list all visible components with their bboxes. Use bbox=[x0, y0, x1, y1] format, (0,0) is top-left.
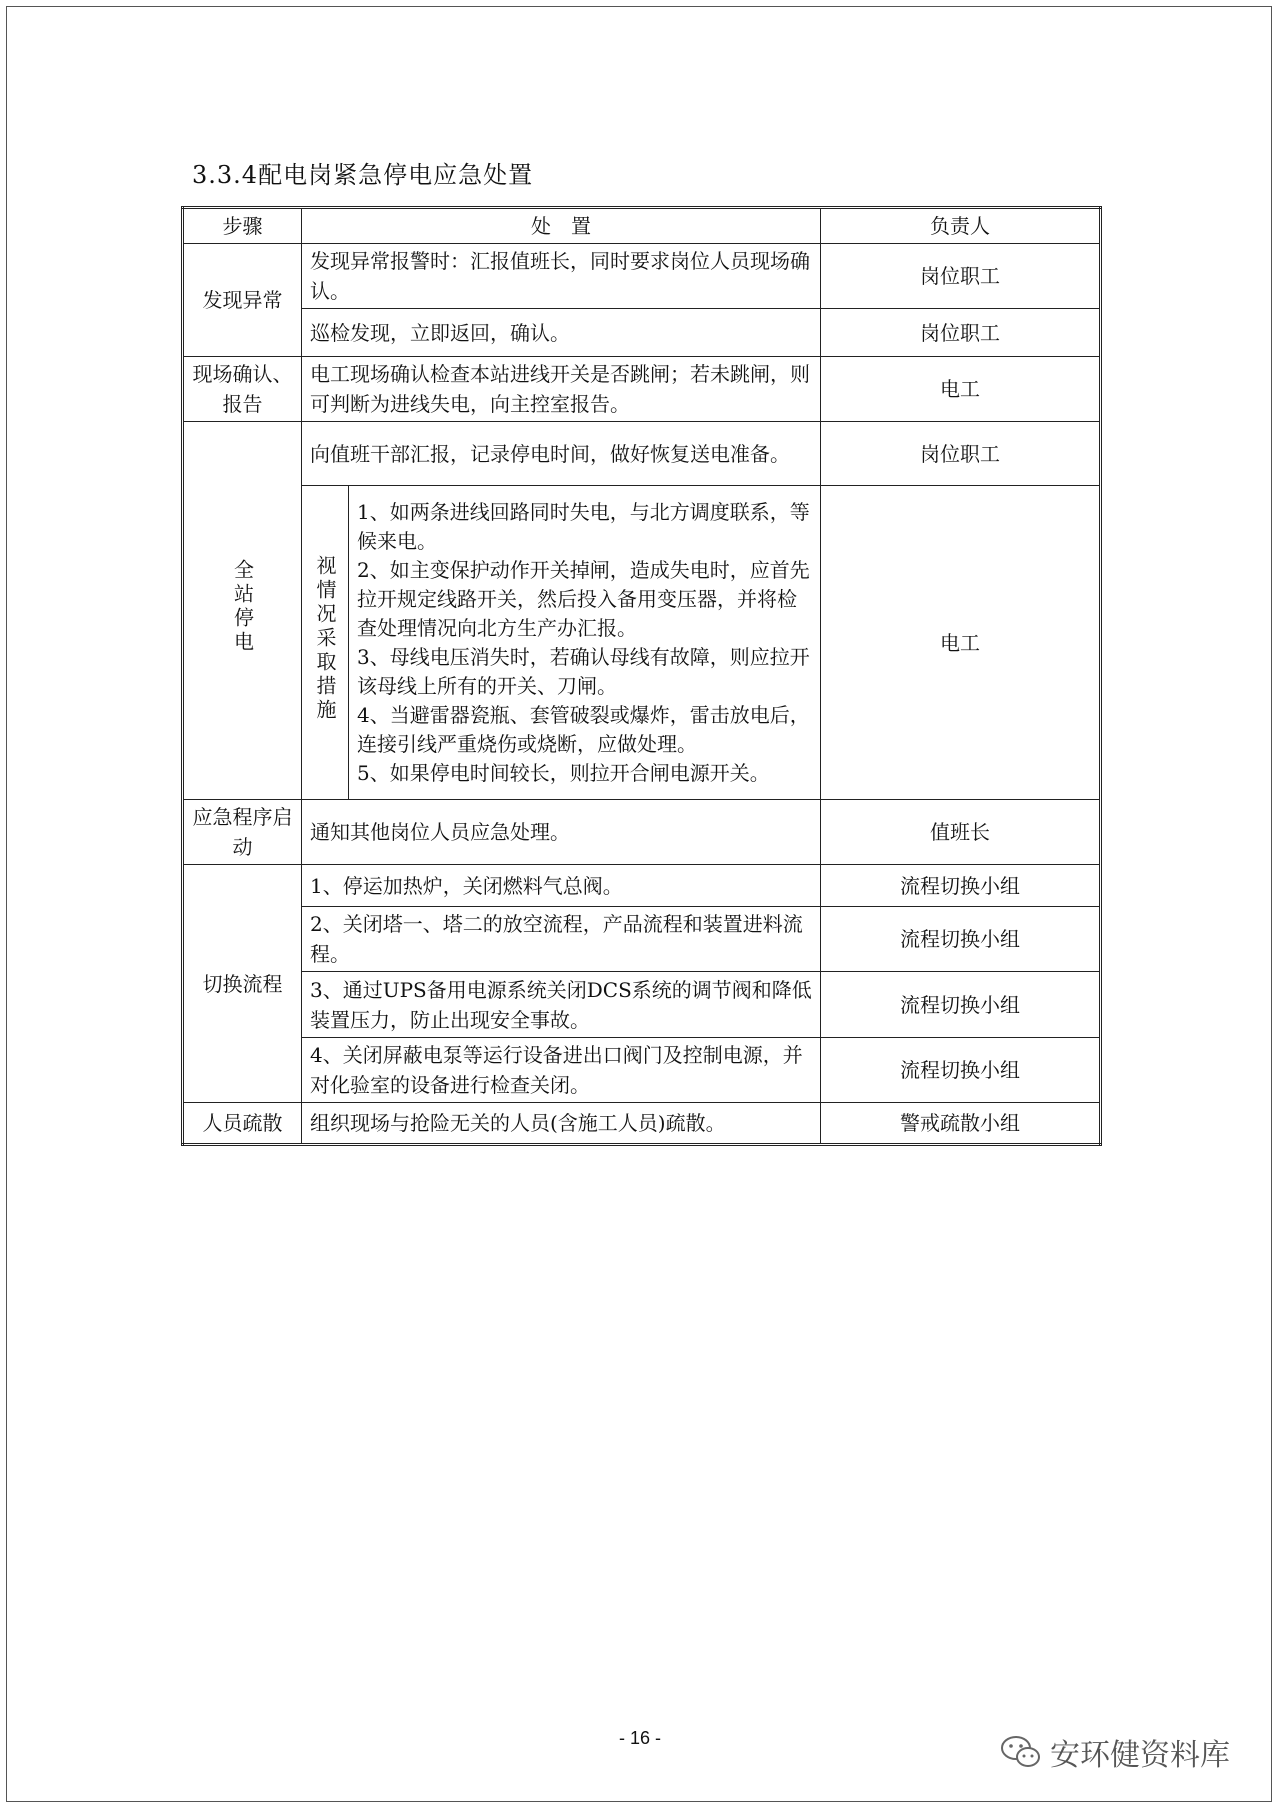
table-row bbox=[183, 357, 1101, 422]
step-cell: 切换流程 bbox=[183, 865, 302, 1103]
wechat-icon bbox=[1000, 1734, 1042, 1770]
action-cell: 4、关闭屏蔽电泵等运行设备进出口阀门及控制电源，并对化验室的设备进行检查关闭。 bbox=[302, 1038, 821, 1103]
owner-cell: 值班长 bbox=[821, 800, 1101, 865]
action-cell: 发现异常报警时：汇报值班长，同时要求岗位人员现场确认。 bbox=[302, 244, 821, 309]
table-row bbox=[183, 972, 1101, 1038]
sub-label-cell: 视情况采取措施 bbox=[302, 486, 349, 800]
list-item: 5、如果停电时间较长，则拉开合闸电源开关。 bbox=[357, 760, 770, 785]
table-row bbox=[183, 865, 1101, 907]
action-cell: 电工现场确认检查本站进线开关是否跳闸；若未跳闸，则可判断为进线失电，向主控室报告。 bbox=[302, 357, 821, 422]
page-number: - 16 - bbox=[618, 1728, 661, 1748]
table-header-row bbox=[183, 208, 1101, 244]
procedure-table bbox=[181, 206, 1102, 1146]
table-row bbox=[183, 1103, 1101, 1145]
step-cell: 现场确认、报告 bbox=[183, 357, 302, 422]
owner-cell: 岗位职工 bbox=[821, 244, 1101, 309]
action-cell: 通知其他岗位人员应急处理。 bbox=[302, 800, 821, 865]
table-row bbox=[183, 309, 1101, 357]
action-cell: 3、通过UPS备用电源系统关闭DCS系统的调节阀和降低装置压力，防止出现安全事故。 bbox=[302, 972, 821, 1038]
action-cell: 2、关闭塔一、塔二的放空流程，产品流程和装置进料流程。 bbox=[302, 907, 821, 972]
action-cell: 1、停运加热炉，关闭燃料气总阀。 bbox=[302, 865, 821, 907]
table-row bbox=[183, 1038, 1101, 1103]
step-cell: 人员疏散 bbox=[183, 1103, 302, 1145]
owner-cell: 流程切换小组 bbox=[821, 1038, 1101, 1103]
list-item: 1、如两条进线回路同时失电，与北方调度联系，等候来电。 bbox=[357, 499, 810, 553]
watermark-text: 安环健资料库 bbox=[1050, 1738, 1230, 1773]
owner-cell: 流程切换小组 bbox=[821, 907, 1101, 972]
list-item: 4、当避雷器瓷瓶、套管破裂或爆炸，雷击放电后，连接引线严重烧伤或烧断，应做处理。 bbox=[357, 702, 810, 756]
list-item: 3、母线电压消失时，若确认母线有故障，则应拉开该母线上所有的开关、刀闸。 bbox=[357, 644, 810, 698]
owner-cell: 流程切换小组 bbox=[821, 865, 1101, 907]
table-row bbox=[183, 244, 1101, 309]
owner-cell: 警戒疏散小组 bbox=[821, 1103, 1101, 1145]
section-title: 3.3.4配电岗紧急停电应急处置 bbox=[192, 161, 534, 189]
step-cell: 全站停电 bbox=[183, 422, 302, 800]
step-cell: 应急程序启动 bbox=[183, 800, 302, 865]
header-step: 步骤 bbox=[183, 208, 302, 244]
step-cell: 发现异常 bbox=[183, 244, 302, 357]
action-cell: 组织现场与抢险无关的人员(含施工人员)疏散。 bbox=[302, 1103, 821, 1145]
list-item: 2、如主变保护动作开关掉闸，造成失电时，应首先拉开规定线路开关，然后投入备用变压器，并将检查处理情况向北方生产办汇报。 bbox=[357, 557, 810, 640]
watermark bbox=[1000, 1730, 1230, 1774]
owner-cell: 电工 bbox=[821, 486, 1101, 800]
action-cell: 向值班干部汇报，记录停电时间，做好恢复送电准备。 bbox=[302, 422, 821, 486]
owner-cell: 电工 bbox=[821, 357, 1101, 422]
table-row bbox=[183, 907, 1101, 972]
owner-cell: 岗位职工 bbox=[821, 422, 1101, 486]
header-action: 处 置 bbox=[302, 208, 821, 244]
table-row bbox=[183, 422, 1101, 486]
table-row bbox=[183, 486, 1101, 800]
header-owner: 负责人 bbox=[821, 208, 1101, 244]
action-cell: 巡检发现，立即返回，确认。 bbox=[302, 309, 821, 357]
table-row bbox=[183, 800, 1101, 865]
measures-cell bbox=[349, 486, 821, 800]
owner-cell: 流程切换小组 bbox=[821, 972, 1101, 1038]
owner-cell: 岗位职工 bbox=[821, 309, 1101, 357]
